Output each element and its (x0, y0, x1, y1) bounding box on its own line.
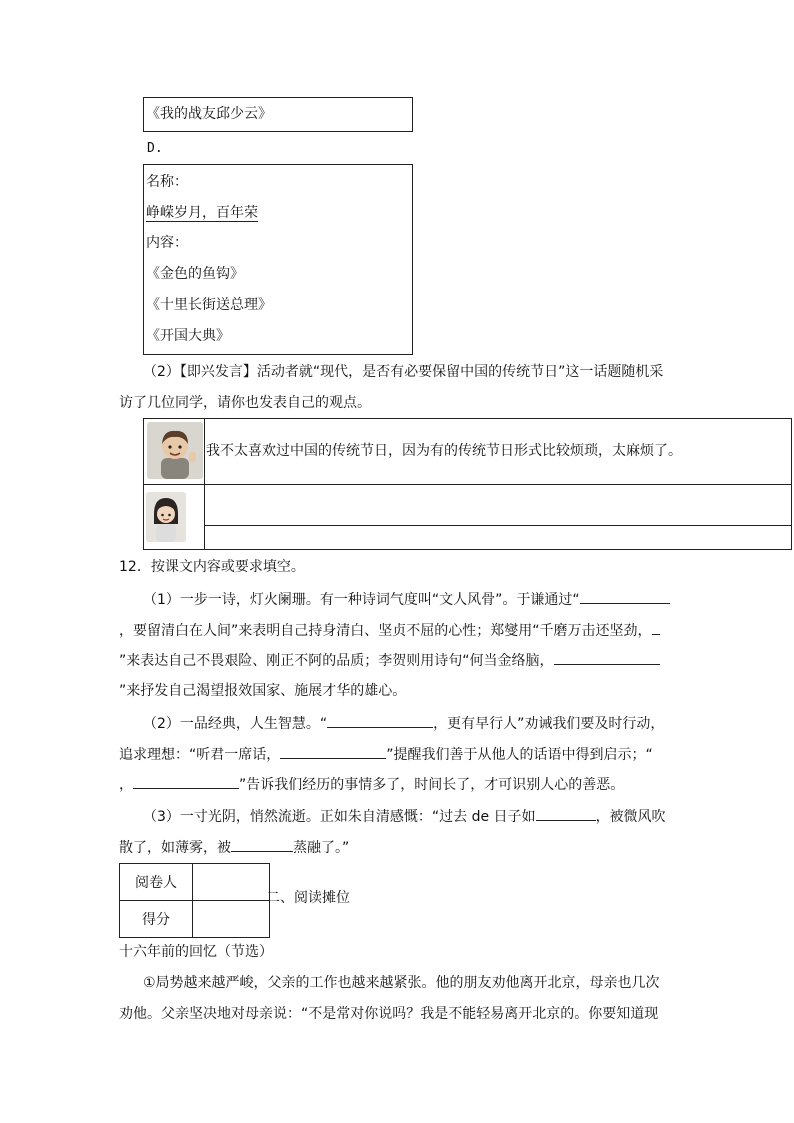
blank-bomu[interactable] (231, 837, 293, 852)
student-boy-avatar-icon (147, 422, 203, 479)
option-d-item: 《开国大典》 (146, 328, 230, 344)
option-d-content-label: 内容： (146, 235, 188, 251)
blank-lihe[interactable] (554, 650, 660, 665)
blank-zhengxie[interactable] (652, 620, 660, 635)
option-d-item: 《十里长街送总理》 (146, 297, 272, 313)
reading-para1-line2: 劝他。父亲坚决地对母亲说：“不是常对你说吗？我是不能轻易离开北京的。你要知道现 (119, 1006, 659, 1022)
blank-zaoxingren[interactable] (327, 713, 433, 728)
option-d-item: 《金色的鱼钩》 (146, 266, 244, 282)
student-girl-avatar-icon (146, 492, 186, 542)
q12-p3-line1: （3）一寸光阴，悄然流逝。正如朱自清感慨：“过去 de 日子如 ，被微风吹 (143, 806, 666, 827)
interview-table (143, 418, 792, 550)
q12-heading: 12．按课文内容或要求填空。 (119, 559, 305, 575)
option-d-name-value: 峥嵘岁月，百年荣 (146, 205, 258, 221)
section-title: 二、阅读摊位 (266, 890, 350, 906)
interview-row1-text: 我不太喜欢过中国的传统节日，因为有的传统节日形式比较烦琐，太麻烦了。 (206, 443, 682, 459)
option-d-label: D. (147, 141, 163, 156)
q12-p2-line3: ， ”告诉我们经历的事情多了，时间长了，才可识别人心的善恶。 (119, 774, 624, 795)
q12-p1-line3: ”来表达自己不畏艰险、刚正不阿的品质；李贺则用诗句“何当金络脑， (119, 650, 660, 671)
option-d-name-label: 名称： (146, 174, 188, 190)
score-table (119, 863, 270, 938)
q2-prompt-line2: 访了几位同学，请你也发表自己的观点。 (119, 395, 371, 411)
q12-p3-line2: 散了，如薄雾，被 蒸融了。” (119, 837, 349, 858)
interview-row2-answer[interactable] (206, 494, 786, 522)
blank-guoqu[interactable] (536, 806, 596, 821)
blank-yixihua[interactable] (280, 744, 386, 759)
q2-prompt-line1: （2）【即兴发言】活动者就“现代，是否有必要保留中国的传统节日”这一话题随机采 (143, 364, 664, 380)
q12-p1-line2: ，要留清白在人间”来表明自己持身清白、坚贞不屈的心性；郑燮用“千磨万击还坚劲， (119, 620, 660, 641)
q12-p2-line2: 追求理想：“听君一席话， ”提醒我们善于从他人的话语中得到启示；“ (119, 744, 653, 765)
option-c-box (143, 97, 413, 132)
score-label: 得分 (120, 901, 193, 938)
blank-yuqian[interactable] (580, 589, 670, 604)
reading-para1-line1: ①局势越来越严峻，父亲的工作也越来越紧张。他的朋友劝他离开北京，母亲也几次 (143, 975, 660, 991)
blank-shanwe[interactable] (133, 774, 239, 789)
q12-p1-line1: （1）一步一诗，灯火阑珊。有一种诗词气度叫“文人风骨”。于谦通过“ (143, 589, 670, 610)
option-c-item: 《我的战友邱少云》 (146, 106, 272, 122)
q12-p1-line4: ”来抒发自己渴望报效国家、施展才华的雄心。 (119, 683, 407, 699)
score-cell[interactable] (193, 901, 270, 938)
q12-p2-line1: （2）一品经典，人生智慧。“ ，更有早行人”劝诫我们要及时行动， (143, 713, 664, 734)
reviewer-cell[interactable] (193, 864, 270, 901)
option-d-box (143, 164, 413, 355)
reviewer-label: 阅卷人 (120, 864, 193, 901)
reading-title: 十六年前的回忆（节选） (119, 944, 273, 960)
